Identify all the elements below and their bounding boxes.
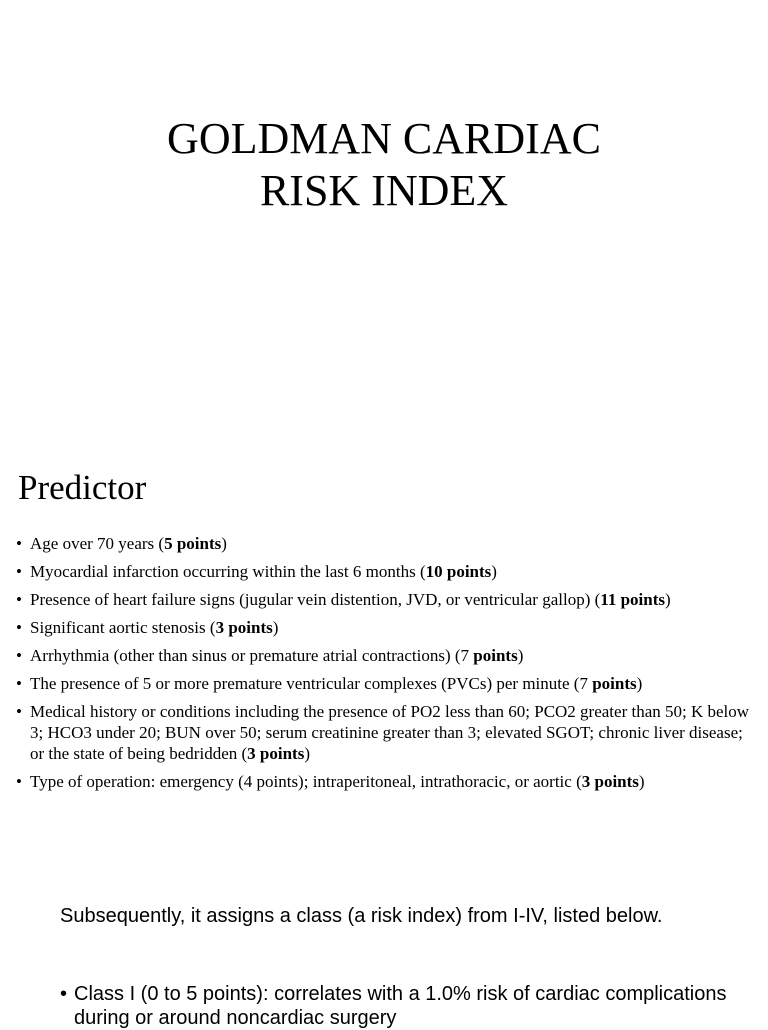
predictor-heading: Predictor — [18, 468, 147, 507]
predictor-points: 3 points — [247, 744, 305, 763]
predictor-item — [14, 701, 759, 764]
predictor-item — [14, 617, 759, 638]
bullet-marker: • — [16, 590, 22, 609]
predictor-text-end: ) — [491, 562, 497, 581]
predictor-text-end: ) — [304, 744, 310, 763]
class-item-text: Class I (0 to 5 points): correlates with a 1.0% risk of cardiac complications during or around noncardiac surgery — [74, 983, 727, 1029]
predictor-text: Significant aortic stenosis ( — [30, 618, 216, 637]
predictor-points: points — [592, 674, 637, 693]
predictor-text: Age over 70 years ( — [30, 534, 165, 553]
predictor-points: 10 points — [425, 562, 492, 581]
bullet-marker: • — [16, 646, 22, 665]
predictor-points: 3 points — [215, 618, 273, 637]
bullet-marker: • — [16, 534, 22, 553]
bullet-marker: • — [16, 562, 22, 581]
predictor-item — [14, 771, 759, 792]
bullet-marker: • — [16, 772, 22, 791]
predictor-item — [14, 645, 759, 666]
class-item — [60, 982, 740, 1030]
predictor-points: 5 points — [164, 534, 222, 553]
title-line-2: RISK INDEX — [259, 166, 509, 215]
bullet-marker: • — [60, 983, 68, 1005]
predictor-text-end: ) — [272, 618, 279, 637]
title-line-1: GOLDMAN CARDIAC — [167, 114, 601, 163]
predictor-points: 11 points — [600, 590, 666, 609]
bullet-marker: • — [16, 702, 22, 721]
predictor-item — [14, 589, 759, 610]
predictor-text: Myocardial infarction occurring within the last 6 months ( — [30, 562, 426, 581]
bullet-marker: • — [16, 674, 22, 693]
predictor-text-end: ) — [638, 772, 645, 791]
predictor-text-end: ) — [221, 534, 227, 553]
predictor-item — [14, 561, 759, 582]
predictor-text-end: ) — [636, 674, 643, 693]
predictor-text-end: ) — [665, 590, 671, 609]
bullet-marker: • — [16, 618, 22, 637]
predictor-text: Medical history or conditions including the presence of PO2 less than 60; PCO2 greater than 50; K below 3; HCO3 under 20; BUN over 50; serum creatinine greater than 3; elevated SGOT; chronic liver disease; or the state of being bedridden ( — [30, 702, 750, 763]
predictor-text: Presence of heart failure signs (jugular vein distention, JVD, or ventricular gallop) ( — [30, 590, 601, 609]
predictor-text: Arrhythmia (other than sinus or premature atrial contractions) (7 — [30, 646, 474, 665]
predictor-item — [14, 533, 759, 554]
predictor-text: Type of operation: emergency (4 points); intraperitoneal, intrathoracic, or aortic ( — [30, 772, 582, 791]
predictor-list — [14, 533, 759, 799]
predictor-item — [14, 673, 759, 694]
predictor-points: points — [473, 646, 518, 665]
page-title — [0, 113, 768, 217]
class-list — [60, 982, 740, 1030]
predictor-text-end: ) — [517, 646, 524, 665]
class-intro: Subsequently, it assigns a class (a risk index) from I-IV, listed below. — [60, 905, 663, 927]
predictor-text: The presence of 5 or more premature ventricular complexes (PVCs) per minute (7 — [30, 674, 593, 693]
predictor-points: 3 points — [581, 772, 639, 791]
